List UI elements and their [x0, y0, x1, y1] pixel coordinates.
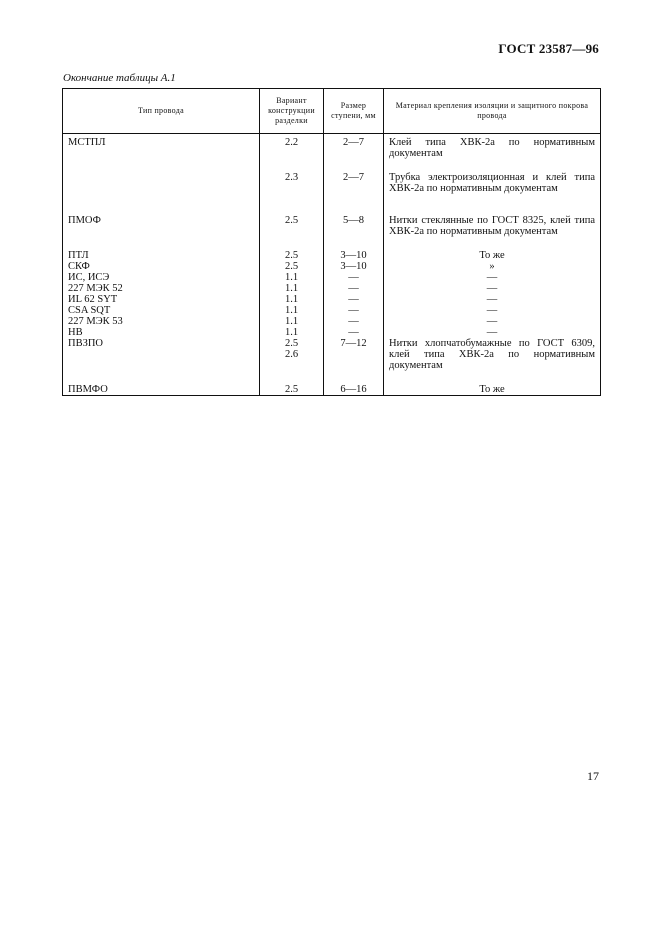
cell-material: —	[384, 294, 601, 305]
cell-material: —	[384, 305, 601, 316]
table-row	[63, 316, 601, 327]
cell-material: То же	[384, 237, 601, 261]
table-caption: Окончание таблицы А.1	[63, 72, 176, 84]
column-header-variant: Вариант конструкции разделки	[260, 89, 324, 134]
wire-table	[62, 88, 601, 396]
cell-variant: 1.1	[260, 283, 324, 294]
cell-step-size: —	[324, 283, 384, 294]
cell-material: Нитки стеклянные по ГОСТ 8325, клей типа ХВК-2а по нормативным документам	[384, 194, 601, 237]
column-header-type: Тип провода	[63, 89, 260, 134]
cell-variant: 1.1	[260, 316, 324, 327]
cell-step-size: 6—16	[324, 371, 384, 396]
cell-material: Трубка электроизоляционная и клей типа ХВК-2а по нормативным документам	[384, 159, 601, 194]
cell-variant: 2.3	[260, 159, 324, 194]
cell-variant: 2.5	[260, 261, 324, 272]
cell-step-size: —	[324, 294, 384, 305]
cell-wire-type: 227 МЭК 53	[63, 316, 260, 327]
table-row	[63, 294, 601, 305]
cell-step-size: 3—10	[324, 261, 384, 272]
cell-wire-type: ПТЛ	[63, 237, 260, 261]
cell-variant: 2.5	[260, 371, 324, 396]
table-row	[63, 305, 601, 316]
table-row	[63, 134, 601, 160]
cell-wire-type: CSA SQT	[63, 305, 260, 316]
cell-variant: 1.1	[260, 272, 324, 283]
column-header-material: Материал крепления изоляции и защитного покрова провода	[384, 89, 601, 134]
document-code: ГОСТ 23587—96	[498, 41, 599, 56]
cell-step-size: —	[324, 316, 384, 327]
cell-step-size: 7—12	[324, 338, 384, 371]
cell-step-size: 3—10	[324, 237, 384, 261]
cell-material: —	[384, 327, 601, 338]
table-row	[63, 371, 601, 396]
table-row	[63, 159, 601, 194]
cell-wire-type: НВ	[63, 327, 260, 338]
table-row	[63, 261, 601, 272]
cell-material: —	[384, 283, 601, 294]
cell-variant: 2.2	[260, 134, 324, 160]
cell-material: —	[384, 272, 601, 283]
cell-material: Клей типа ХВК-2а по нормативным документам	[384, 134, 601, 160]
cell-material: Нитки хлопчатобумажные по ГОСТ 6309, клей типа ХВК-2а по нормативным документам	[384, 338, 601, 371]
cell-variant: 2.5	[260, 194, 324, 237]
cell-wire-type: ПВМФО	[63, 371, 260, 396]
table-header-row	[63, 89, 601, 134]
table-row	[63, 237, 601, 261]
cell-variant: 1.1	[260, 327, 324, 338]
cell-material: —	[384, 316, 601, 327]
cell-wire-type: ПМОФ	[63, 194, 260, 237]
table-row	[63, 327, 601, 338]
cell-step-size: 5—8	[324, 194, 384, 237]
cell-material: То же	[384, 371, 601, 396]
cell-variant: 2.5	[260, 237, 324, 261]
cell-step-size: —	[324, 272, 384, 283]
cell-wire-type: 227 МЭК 52	[63, 283, 260, 294]
cell-step-size: 2—7	[324, 134, 384, 160]
cell-variant: 2.5 2.6	[260, 338, 324, 371]
column-header-step-size: Размер ступени, мм	[324, 89, 384, 134]
cell-wire-type	[63, 159, 260, 194]
cell-variant: 1.1	[260, 305, 324, 316]
cell-wire-type: ИL 62 SYT	[63, 294, 260, 305]
table-row	[63, 338, 601, 371]
table-row	[63, 194, 601, 237]
cell-wire-type: МСТПЛ	[63, 134, 260, 160]
cell-variant: 1.1	[260, 294, 324, 305]
table-row	[63, 283, 601, 294]
cell-wire-type: ИС, ИСЭ	[63, 272, 260, 283]
cell-wire-type: ПВЗПО	[63, 338, 260, 371]
table-row	[63, 272, 601, 283]
cell-wire-type: СКФ	[63, 261, 260, 272]
page-number: 17	[587, 769, 599, 783]
cell-step-size: 2—7	[324, 159, 384, 194]
cell-step-size: —	[324, 327, 384, 338]
cell-material: »	[384, 261, 601, 272]
cell-step-size: —	[324, 305, 384, 316]
